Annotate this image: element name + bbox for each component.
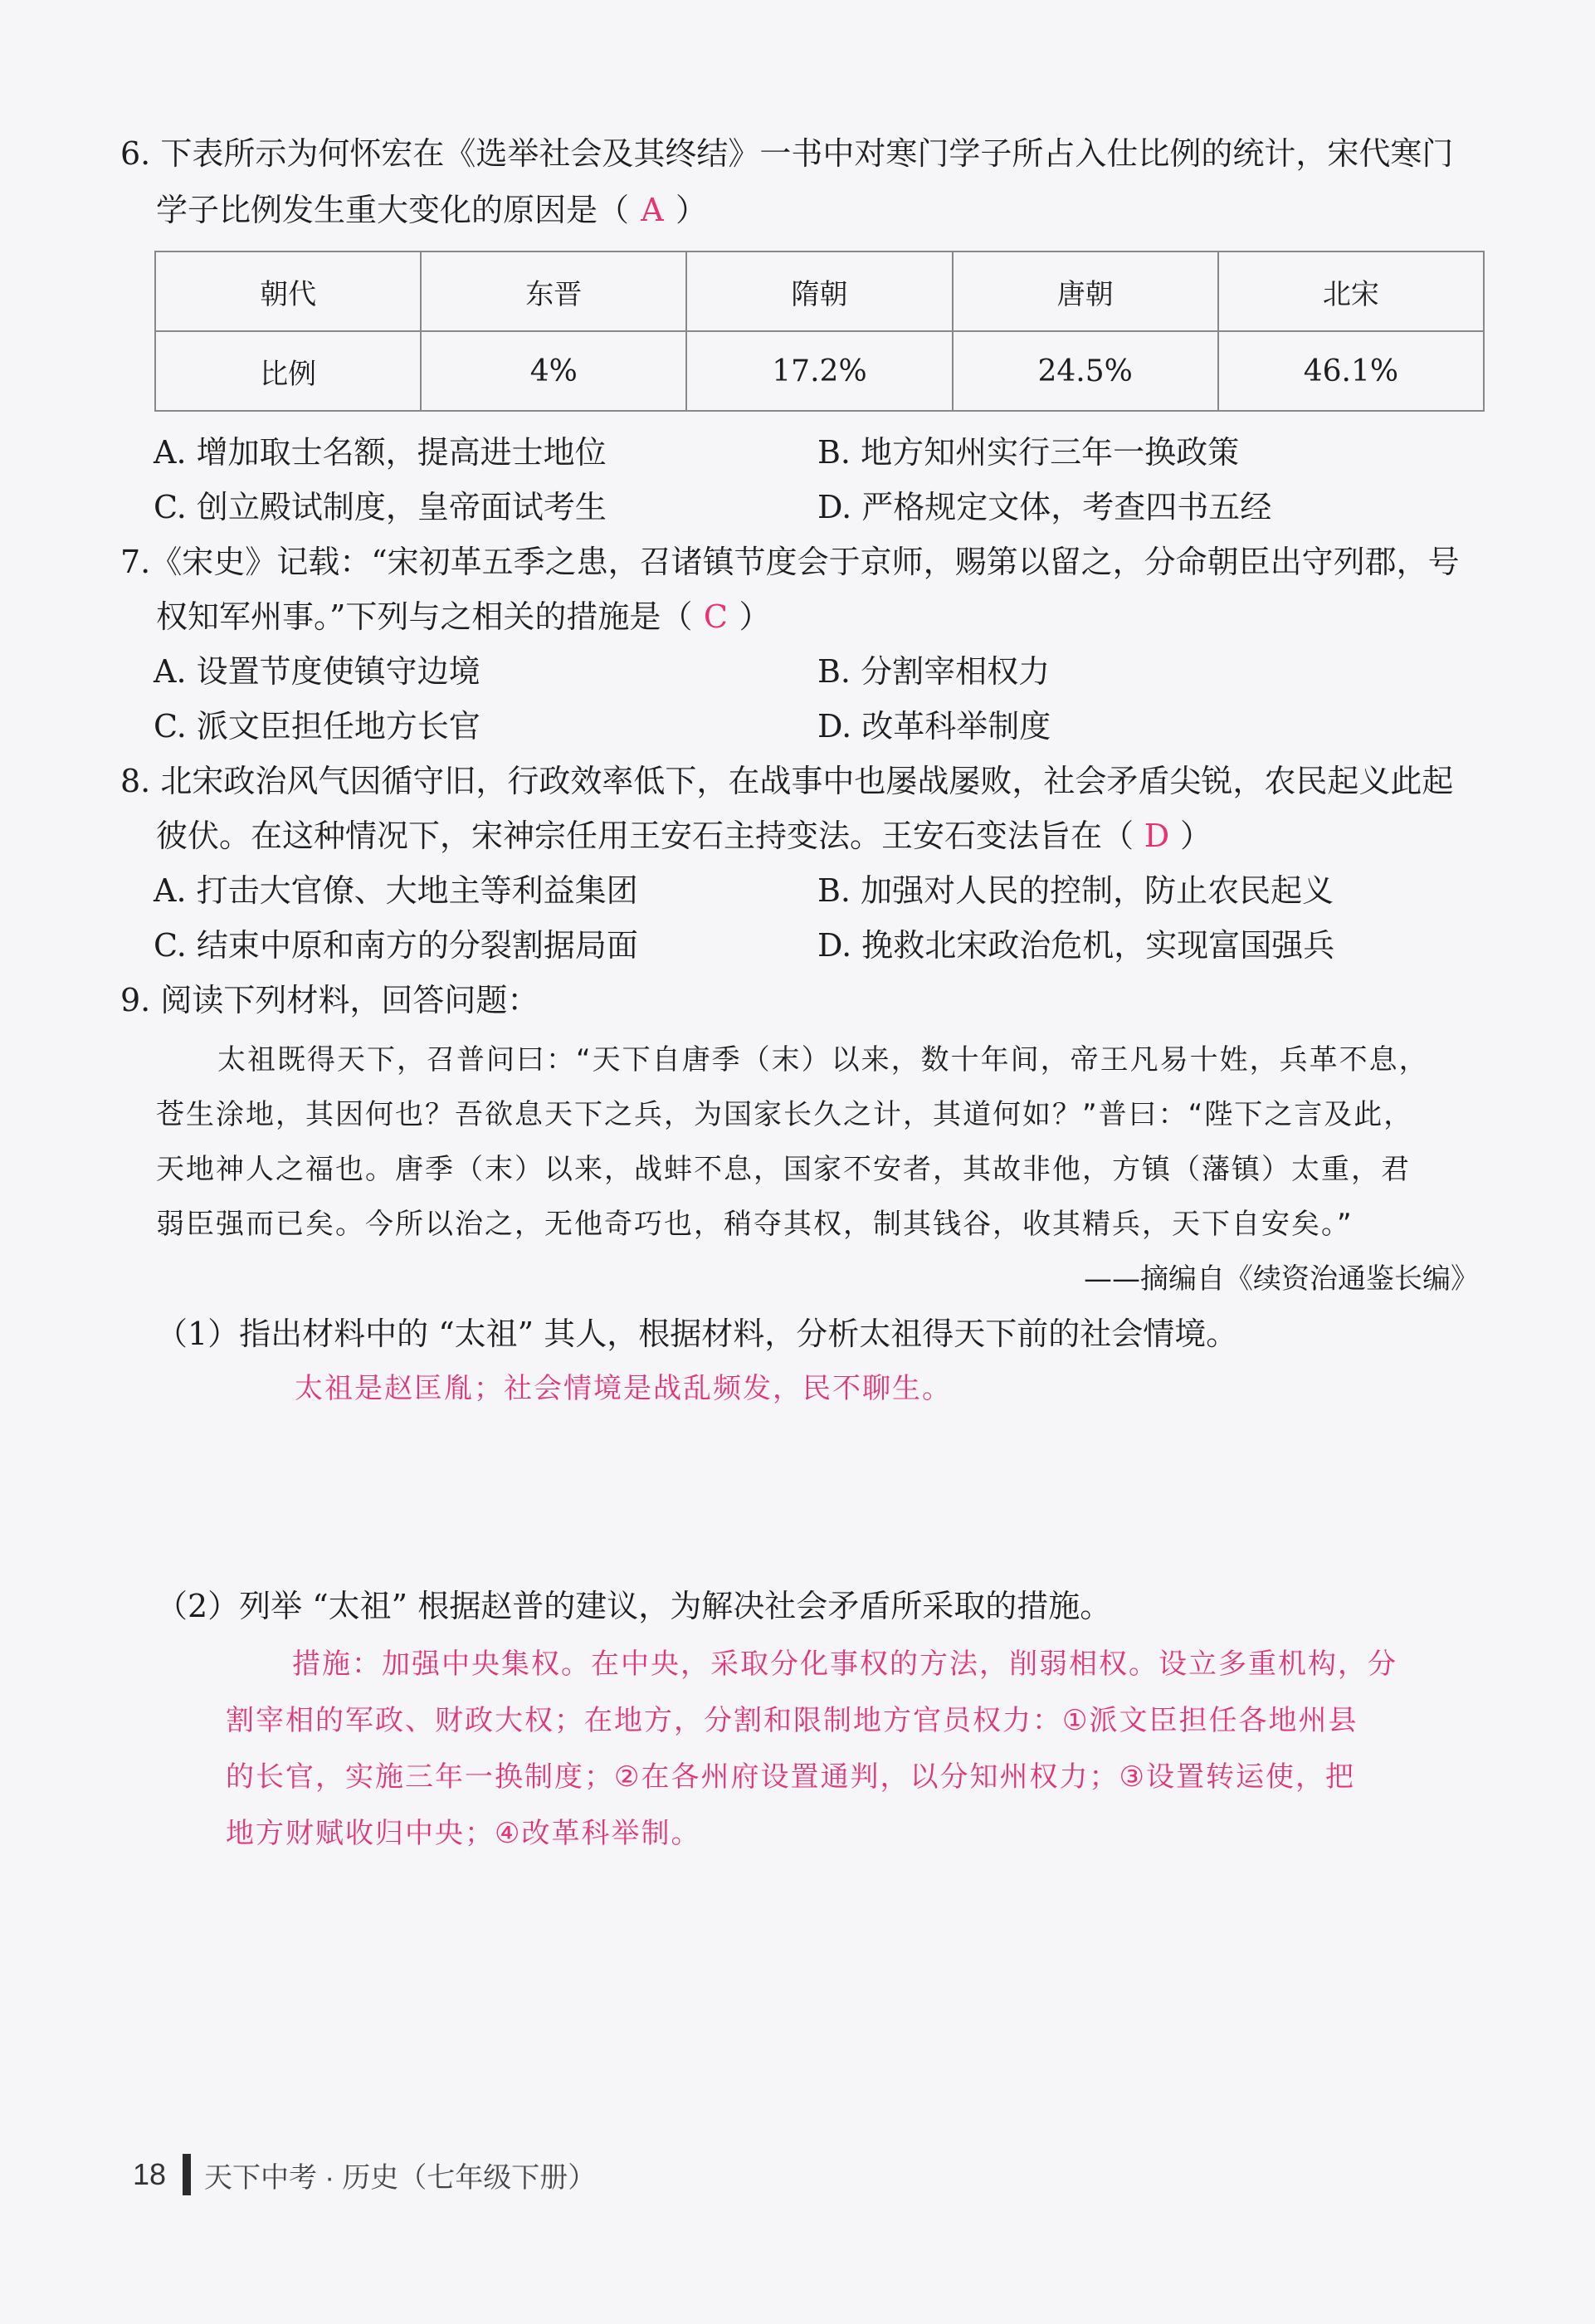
q7-stem-line-1: 7.《宋史》记载：“宋初革五季之患，召诸镇节度会于京师，赐第以留之，分命朝臣出守列郡，号 (120, 544, 1460, 580)
table-row-values (155, 331, 1484, 411)
q8-option-d: D. 挽救北宋政治危机，实现富国强兵 (817, 927, 1335, 964)
q9-sub1-answer: 太祖是赵匡胤；社会情境是战乱频发，民不聊生。 (295, 1372, 952, 1405)
q8-stem-line-2 (156, 808, 1517, 863)
q8-stem-text: 彼伏。在这种情况下，宋神宗任用王安石主持变法。王安石变法旨在（ (156, 818, 1134, 854)
table-cell: 4% (421, 331, 686, 411)
page-footer (133, 2151, 596, 2198)
q6-option-d: D. 严格规定文体，考查四书五经 (817, 489, 1272, 525)
table-cell: 北宋 (1218, 251, 1484, 331)
table-cell: 17.2% (686, 331, 952, 411)
q9-sub2-answer-line-2: 割宰相的军政、财政大权；在地方，分割和限制地方官员权力：①派文臣担任各地州县 (226, 1704, 1358, 1737)
q8-stem-line-1: 8. 北宋政治风气因循守旧，行政效率低下，在战事中也屡战屡败，社会矛盾尖锐，农民起义此起 (120, 763, 1454, 799)
q6-stem-line-2 (156, 183, 1517, 237)
q7-option-b: B. 分割宰相权力 (817, 653, 1051, 690)
q7-answer: C (703, 598, 728, 635)
table-cell: 朝代 (155, 251, 421, 331)
q9-material-line-2: 苍生涂地，其因何也？吾欲息天下之兵，为国家长久之计，其道何如？”普曰：“陛下之言及此， (156, 1098, 1414, 1131)
table-cell: 唐朝 (953, 251, 1218, 331)
q7-stem-line-2 (156, 589, 1517, 644)
q8-option-a: A. 打击大官僚、大地主等利益集团 (154, 872, 638, 909)
table-cell: 24.5% (953, 331, 1218, 411)
q8-answer: D (1144, 818, 1170, 854)
book-title: 天下中考 · 历史（七年级下册） (204, 2161, 597, 2194)
q9-material-line-1: 太祖既得天下，召普问曰：“天下自唐季（末）以来，数十年间，帝王凡易十姓，兵革不息， (217, 1043, 1429, 1077)
q9-sub2-answer-line-4: 地方财赋收归中央；④改革科举制。 (226, 1817, 701, 1850)
q9-sub2-answer-line-1: 措施：加强中央集权。在中央，采取分化事权的方法，削弱相权。设立多重机构，分 (292, 1648, 1397, 1681)
q6-stem-line-1: 6. 下表所示为何怀宏在《选举社会及其终结》一书中对寒门学子所占入仕比例的统计，宋代寒门 (120, 135, 1454, 172)
q9-sub1-question: （1）指出材料中的 “太祖” 其人，根据材料，分析太祖得天下前的社会情境。 (156, 1316, 1238, 1352)
footer-divider (183, 2154, 191, 2195)
q9-intro: 9. 阅读下列材料，回答问题： (120, 982, 539, 1018)
q7-option-d: D. 改革科举制度 (817, 708, 1051, 745)
q9-material-line-3: 天地神人之福也。唐季（末）以来，战蚌不息，国家不安者，其故非他，方镇（藩镇）太重，君 (156, 1153, 1411, 1186)
q6-stem-close: ） (676, 192, 708, 228)
q7-stem-text: 权知军州事。”下列与之相关的措施是（ (156, 598, 693, 635)
q6-answer: A (641, 192, 664, 228)
page-number: 18 (133, 2157, 167, 2191)
q6-stem-text: 学子比例发生重大变化的原因是（ (156, 192, 630, 228)
q9-sub2-question: （2）列举 “太祖” 根据赵普的建议，为解决社会矛盾所采取的措施。 (156, 1588, 1112, 1624)
q9-sub2-answer-line-3: 的长官，实施三年一换制度；②在各州府设置通判，以分知州权力；③设置转运使，把 (226, 1760, 1355, 1794)
q9-material-line-4: 弱臣强而已矣。今所以治之，无他奇巧也，稍夺其权，制其钱谷，收其精兵，天下自安矣。” (156, 1208, 1354, 1241)
q6-option-c: C. 创立殿试制度，皇帝面试考生 (154, 489, 607, 525)
q6-option-b: B. 地方知州实行三年一换政策 (817, 434, 1240, 471)
q9-material-source: ——摘编自《续资治通鉴长编》 (1084, 1262, 1479, 1296)
table-cell: 东晋 (421, 251, 686, 331)
q8-option-b: B. 加强对人民的控制，防止农民起义 (817, 872, 1334, 909)
table-cell: 比例 (155, 331, 421, 411)
ratio-table (154, 251, 1485, 412)
q8-stem-close: ） (1180, 818, 1212, 854)
q7-option-a: A. 设置节度使镇守边境 (154, 653, 480, 690)
q6-option-a: A. 增加取士名额，提高进士地位 (154, 434, 607, 471)
q7-option-c: C. 派文臣担任地方长官 (154, 708, 480, 745)
table-cell: 46.1% (1218, 331, 1484, 411)
table-cell: 隋朝 (686, 251, 952, 331)
table-row-header (155, 251, 1484, 331)
q8-option-c: C. 结束中原和南方的分裂割据局面 (154, 927, 638, 964)
q7-stem-close: ） (739, 598, 771, 635)
